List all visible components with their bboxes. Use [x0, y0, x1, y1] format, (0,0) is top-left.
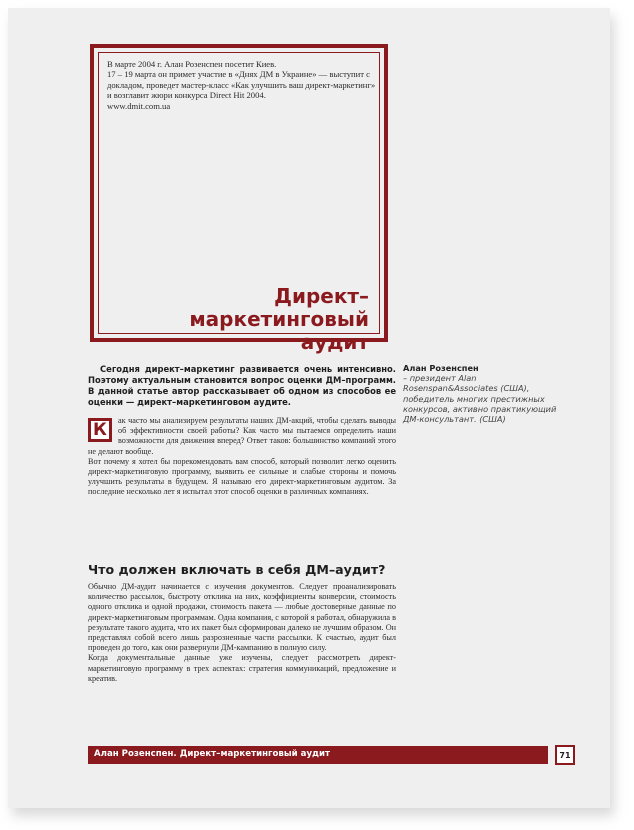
author-bio: – президент Alan Rosenspan&Associates (США), победитель многих престижных конкурсов, активно практикующий ДМ-консультант. (США): [403, 373, 557, 425]
article-headline: [99, 285, 369, 354]
body-paragraph: Обычно ДМ-аудит начинается с изучения документов. Следует проанализировать количество рассылок, быстроту отклика на них, коэффициенты конверсии, стоимость одного отклика и одной продажи, стоимость пакета — любые достоверные данные по директ-маркетинговым программам. Одна компания, с которой я работал, обнаружила в результате такого аудита, что их пакет был сформирован далеко не лучшим образом. Он представлял собой всего лишь разрозненные части рассылки. К счастью, аудит был проведен до того, как они развернули ДМ-кампанию в полную силу.: [88, 582, 396, 653]
body-section: [88, 582, 396, 684]
intro-line: В марте 2004 г. Алан Розенспен посетит Киев.: [107, 59, 277, 69]
title-frame: [90, 44, 388, 354]
body-paragraph: Вот почему я хотел бы порекомендовать вам способ, который позволит легко оценить директ-маркетинговую программу, выявить ее сильные и слабые стороны и помочь улучшить результаты в будущем. Я называю его директ-маркетинговым аудитом. За последние несколько лет я испытал этот способ оценки в различных компаниях.: [88, 456, 396, 497]
section-heading: Что должен включать в себя ДМ–аудит?: [88, 562, 386, 577]
page-number: 71: [555, 745, 575, 765]
author-name: Алан Розенспен: [403, 363, 479, 373]
intro-url: www.dmit.com.ua: [107, 100, 171, 111]
title-frame-inner: [98, 52, 380, 354]
magazine-page: [8, 8, 610, 808]
author-box: [403, 363, 573, 424]
intro-announcement: [107, 59, 377, 111]
body-paragraph: Когда документальные данные уже изучены, следует рассмотреть директ-маркетинговую программу в трех аспектах: стратегия коммуникаций, предложение и креатив.: [88, 653, 396, 683]
running-footer: Алан Розенспен. Директ–маркетинговый аудит: [94, 749, 330, 759]
headline-line-2: аудит: [300, 330, 369, 354]
body-intro: [88, 416, 396, 498]
body-paragraph: ак часто мы анализируем результаты наших ДМ-акций, чтобы сделать выводы об эффективности своей работы? Как часто мы пытаемся определить наши возможности для движения вперед? Ответ таков: большинство компаний этого не делают вообще.: [88, 416, 396, 456]
intro-line: 17 – 19 марта он примет участие в «Днях ДМ в Украине» — выступит с докладом, проведет мастер-класс «Как улучшить ваш директ-маркетинг» и возглавит жюри конкурса Direct Hit 2004.: [107, 69, 376, 101]
drop-cap: К: [88, 418, 112, 442]
footer-bar: [88, 746, 548, 764]
lead-paragraph: Сегодня директ–маркетинг развивается очень интенсивно. Поэтому актуальным становится вопрос оценки ДМ–программ. В данной статье автор рассказывает об одном из способов ее оценки — директ–маркетинговом аудите.: [88, 364, 396, 407]
headline-line-1: Директ–маркетинговый: [189, 284, 369, 331]
